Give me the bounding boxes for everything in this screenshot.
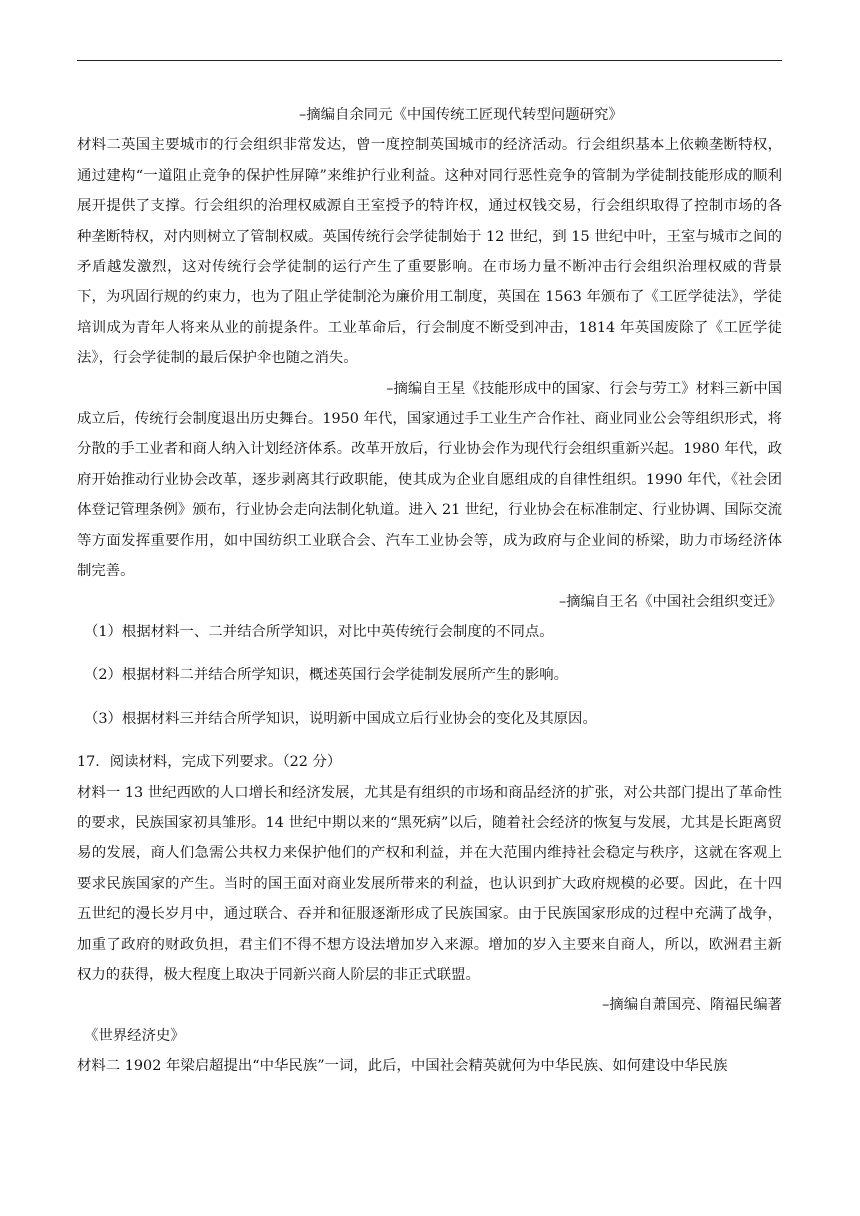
source-citation-1: –摘编自余同元《中国传统工匠现代转型问题研究》 xyxy=(299,107,623,123)
q17-source-citation-1: –摘编自萧国亮、隋福民编著 xyxy=(602,997,782,1014)
question-3: （3）根据材料三并结合所学知识，说明新中国成立后行业协会的变化及其原因。 xyxy=(84,710,597,727)
material-3-paragraph: 成立后，传统行会制度退出历史舞台。1950 年代，国家通过手工业生产合作社、商业同业公会等组织形式，将分散的手工业者和商人纳入计划经济体系。改革开放后，行业协会作为现代行会组织重新兴起。1980 年代，政府开始推动行业协会改革，逐步剥离其行政职能，使其成为企业自愿组成的自律性组织。1990 年代，《社会团体登记管理条例》颁布，行业协会走向法制化轨道。进入 21 世纪，行业协会在标准制定、行业协调、国际交流等方面发挥重要作用，如中国纺织工业联合会、汽车工业协会等，成为政府与企业间的桥梁，助力市场经济体制完善。 xyxy=(77,411,782,580)
question-2: （2）根据材料二并结合所学知识，概述英国行会学徒制发展所产生的影响。 xyxy=(84,667,569,684)
material-2-paragraph: 材料二英国主要城市的行会组织非常发达，曾一度控制英国城市的经济活动。行会组织基本上依赖垄断特权，通过建构“一道阻止竞争的保护性屏障”来维护行业利益。这种对同行恶性竞争的管制为学徒制技能形成的顺利展开提供了支撑。行会组织的治理权威源自王室授予的特许权，通过权钱交易，行会组织取得了控制市场的各种垄断特权，对内则树立了管制权威。英国传统行会学徒制始于 12 世纪，到 15 世纪中叶，王室与城市之间的矛盾越发激烈，这对传统行会学徒制的运行产生了重要影响。在市场力量不断冲击行会组织治理权威的背景下，为巩固行规的约束力，也为了阻止学徒制沦为廉价用工制度，英国在 1563 年颁布了《工匠学徒法》，学徒培训成为青年人将来从业的前提条件。工业革命后，行会制度不断受到冲击，1814 年英国废除了《工匠学徒法》，行会学徒制的最后保护伞也随之消失。 xyxy=(77,137,782,367)
source-citation-3: –摘编自王名《中国社会组织变迁》 xyxy=(558,593,782,610)
question-1: （1）根据材料一、二并结合所学知识，对比中英传统行会制度的不同点。 xyxy=(84,623,554,640)
source-citation-2: –摘编自王星《技能形成中的国家、行会与劳工》材料三新中国 xyxy=(386,380,782,397)
q17-material-1-paragraph: 材料一 13 世纪西欧的人口增长和经济发展，尤其是有组织的市场和商品经济的扩张，对公共部门提出了革命性的要求，民族国家初具雏形。14 世纪中期以来的“黑死病”以后，随着社会经济的恢复与发展，尤其是长距离贸易的发展，商人们急需公共权力来保护他们的产权和利益，并在大范围内维持社会稳定与秩序，这就在客观上要求民族国家的产生。当时的国王面对商业发展所带来的利益，也认识到扩大政府规模的必要。因此，在十四五世纪的漫长岁月中，通过联合、吞并和征服逐渐形成了民族国家。由于民族国家形成的过程中充满了战争，加重了政府的财政负担，君主们不得不想方设法增加岁入来源。增加的岁入主要来自商人，所以，欧洲君主新权力的获得，极大程度上取决于同新兴商人阶层的非正式联盟。 xyxy=(77,784,782,983)
q17-source-citation-1-book: 《世界经济史》 xyxy=(84,1027,185,1044)
header-rule xyxy=(77,60,782,61)
question-17-heading: 17．阅读材料，完成下列要求。（22 分） xyxy=(77,754,342,771)
document-body xyxy=(77,100,782,1082)
q17-material-2-paragraph: 材料二 1902 年梁启超提出“中华民族”一词，此后，中国社会精英就何为中华民族、如何建设中华民族 xyxy=(77,1058,728,1075)
